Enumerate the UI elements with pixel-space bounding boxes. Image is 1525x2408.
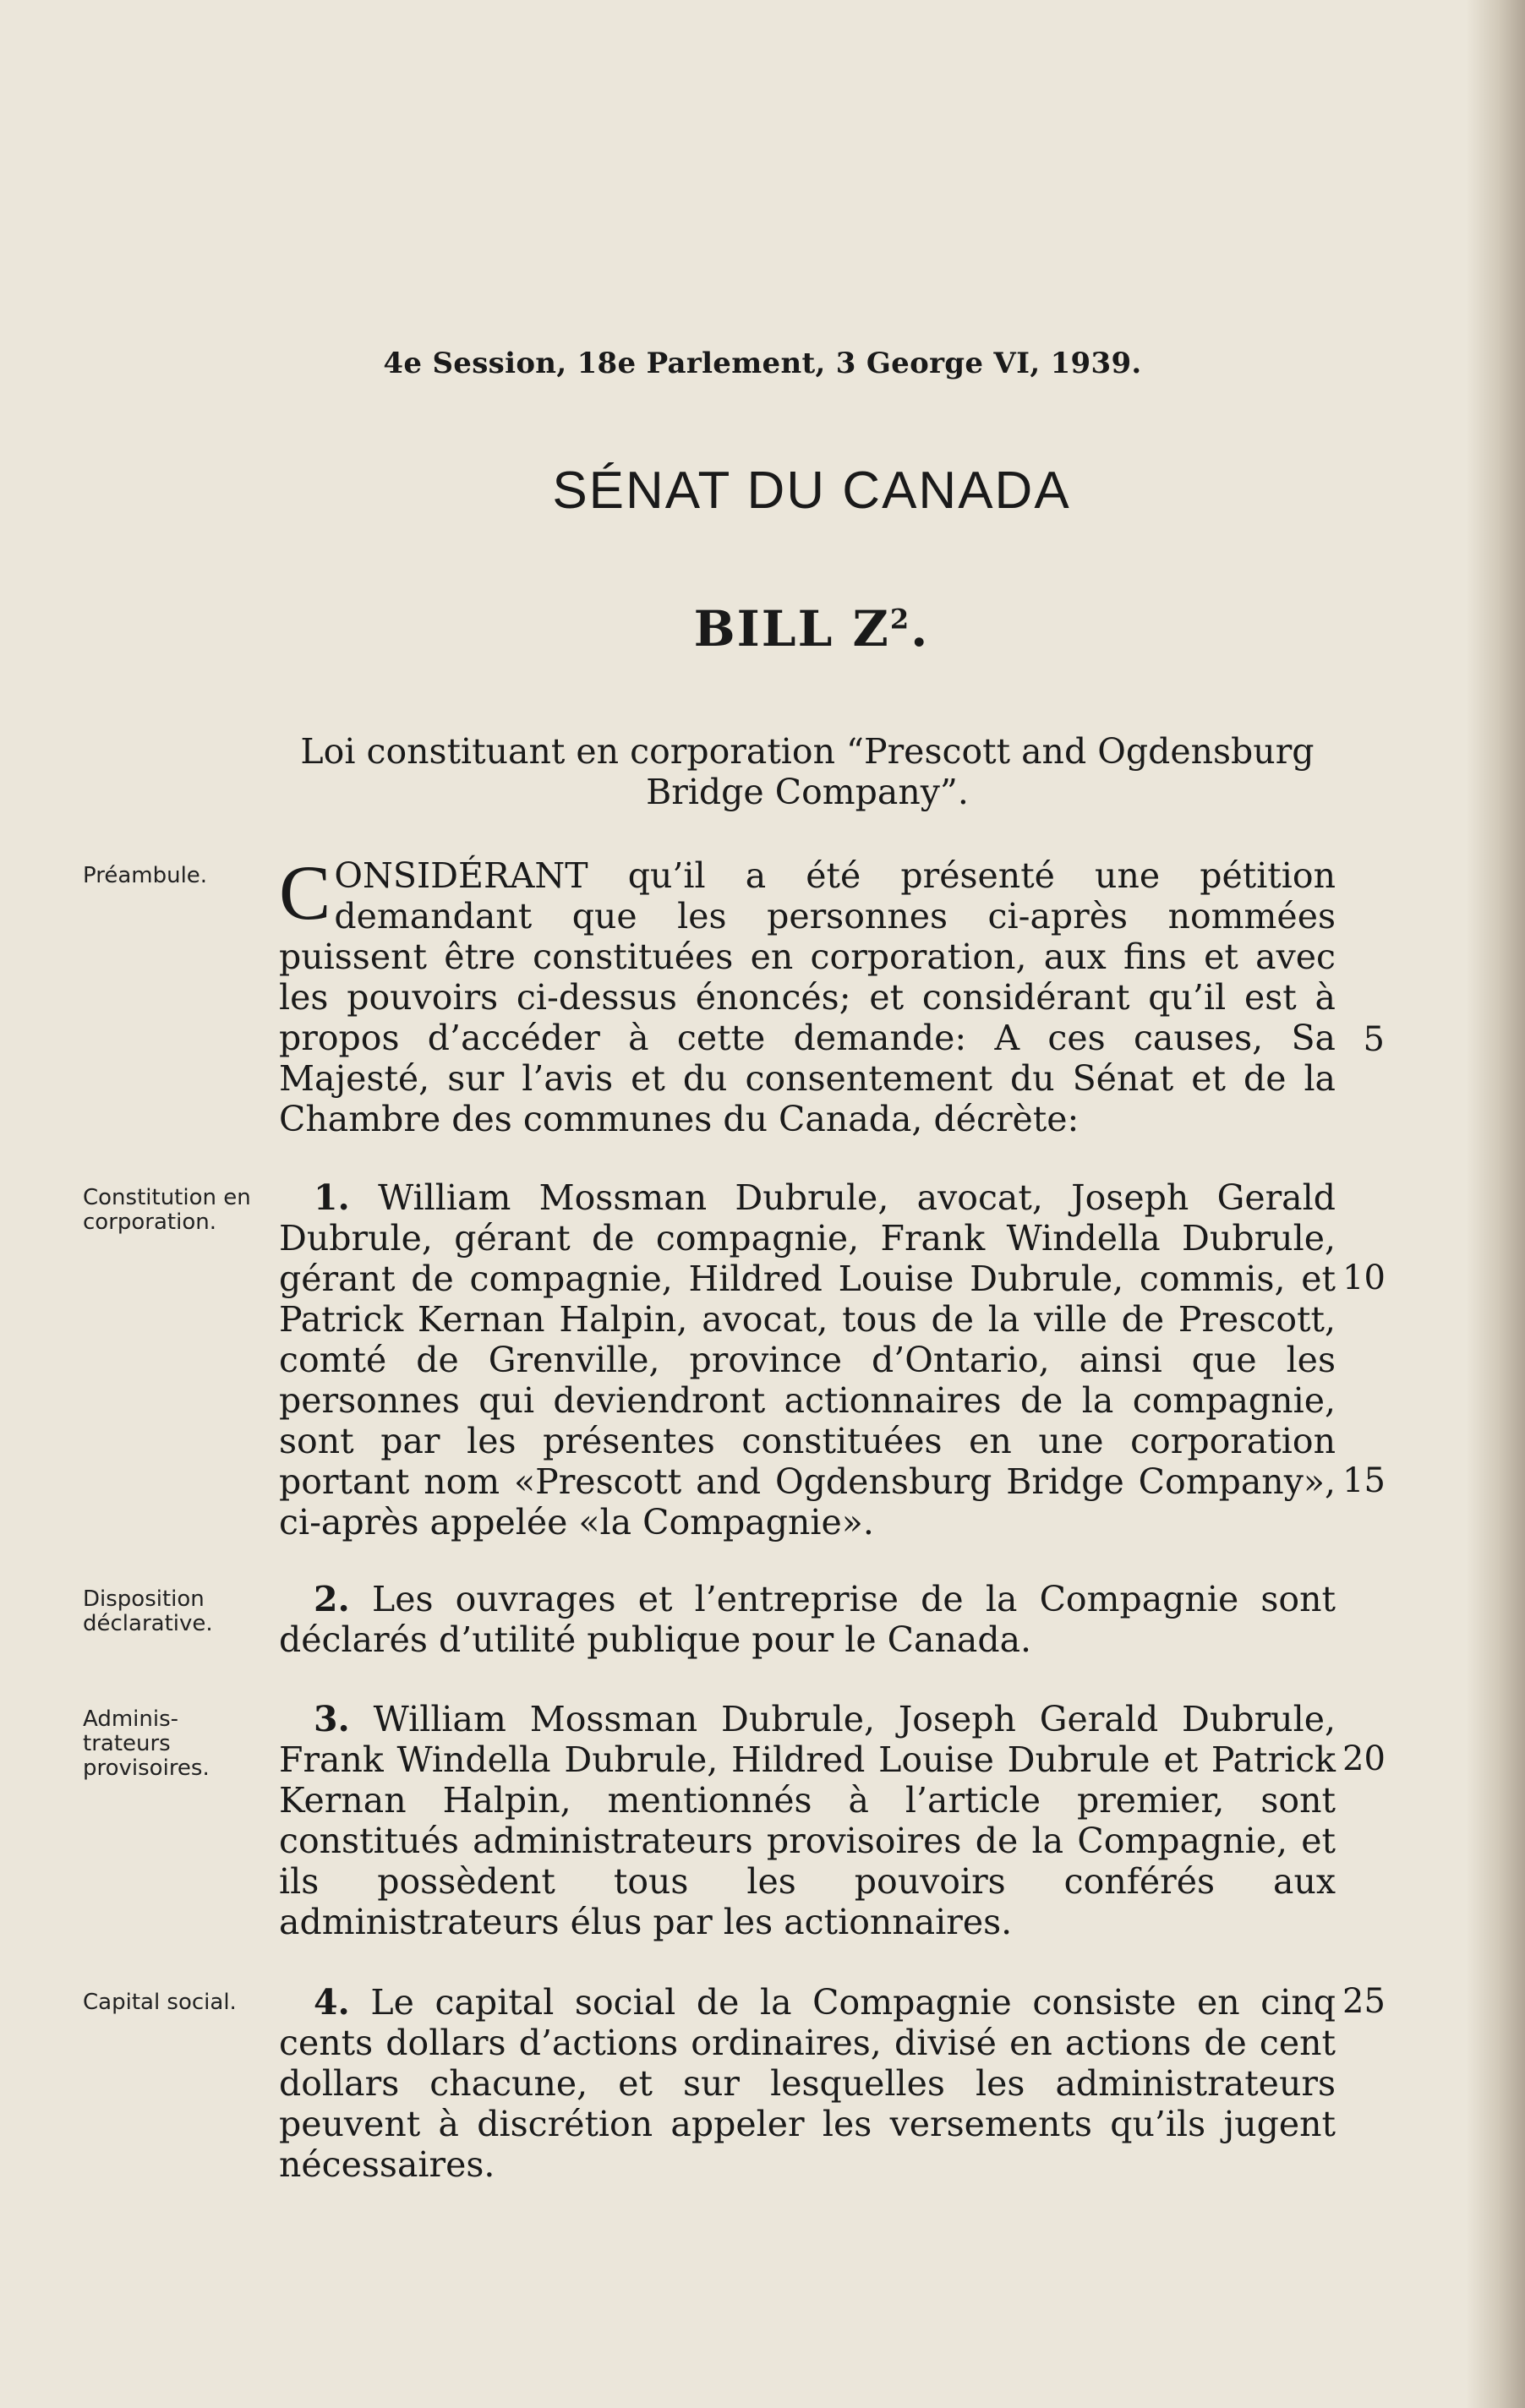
line-number: 25 [1342, 1982, 1386, 2021]
bill-suffix: . [910, 600, 930, 658]
margin-note-section-1: Constitution en corporation. [83, 1185, 251, 1235]
page-title: SÉNAT DU CANADA [552, 461, 1071, 520]
section-number: 1. [314, 1177, 350, 1218]
margin-note-preamble: Préambule. [83, 863, 208, 888]
margin-note-section-4: Capital social. [83, 1990, 237, 2015]
bill-superscript: 2 [889, 603, 911, 636]
margin-note-section-3: Administrateurs provisoires. [83, 1706, 210, 1781]
drop-cap: C [279, 849, 331, 936]
section-text: William Mossman Dubrule, avocat, Joseph Gerald Dubrule, gérant de compagnie, Frank Windella Dubrule, gérant de compagnie, Hildred Louise Dubrule, commis, et Patrick Kernan Halpin, avocat, tous de la ville de Prescott, comté de Grenville, province d’Ontario, ainsi que les personnes qui deviendront actionnaires de la compagnie, sont par les présentes constituées en une corporation portant nom «Prescott and Ogdensburg Bridge Company», ci-après appelée «la Compagnie». [279, 1177, 1336, 1543]
section-1 [279, 1177, 1336, 1543]
section-number: 2. [314, 1579, 350, 1619]
line-number: 10 [1342, 1259, 1386, 1297]
section-number: 4. [314, 1982, 350, 2023]
section-text: Les ouvrages et l’entreprise de la Compagnie sont déclarés d’utilité publique pour le Canada. [279, 1579, 1336, 1660]
section-3 [279, 1699, 1336, 1942]
margin-note-section-2: Disposition déclarative. [83, 1586, 213, 1636]
preamble-paragraph [279, 849, 1336, 1139]
line-number: 15 [1342, 1461, 1386, 1500]
section-number: 3. [314, 1699, 350, 1739]
line-number: 5 [1363, 1020, 1385, 1059]
preamble-text: ONSIDÉRANT qu’il a été présenté une pétition demandant que les personnes ci-après nommées puissent être constituées en corporation, aux fins et avec les pouvoirs ci-dessus énoncés; et considérant qu’il est à propos d’accéder à cette demande: A ces causes, Sa Majesté, sur l’avis et du consentement du Sénat et de la Chambre des communes du Canada, décrète: [279, 855, 1336, 1139]
section-text: William Mossman Dubrule, Joseph Gerald Dubrule, Frank Windella Dubrule, Hildred Louise Dubrule et Patrick Kernan Halpin, mentionnés à l’article premier, sont constitués administrateurs provisoires de la Compagnie, et ils possèdent tous les pouvoirs conférés aux administrateurs élus par les actionnaires. [279, 1699, 1336, 1942]
session-header: 4e Session, 18e Parlement, 3 George VI, 1939. [383, 347, 1142, 380]
bill-number [0, 600, 1525, 658]
section-2 [279, 1579, 1336, 1660]
bill-prefix: BILL Z [693, 600, 890, 658]
section-4 [279, 1982, 1336, 2185]
line-number: 20 [1342, 1739, 1386, 1778]
long-title: Loi constituant en corporation “Prescott and Ogdensburg Bridge Company”. [300, 731, 1315, 812]
section-text: Le capital social de la Compagnie consiste en cinq cents dollars d’actions ordinaires, divisé en actions de cent dollars chacune, et sur lesquelles les administrateurs peuvent à discrétion appeler les versements qu’ils jugent nécessaires. [279, 1982, 1336, 2185]
